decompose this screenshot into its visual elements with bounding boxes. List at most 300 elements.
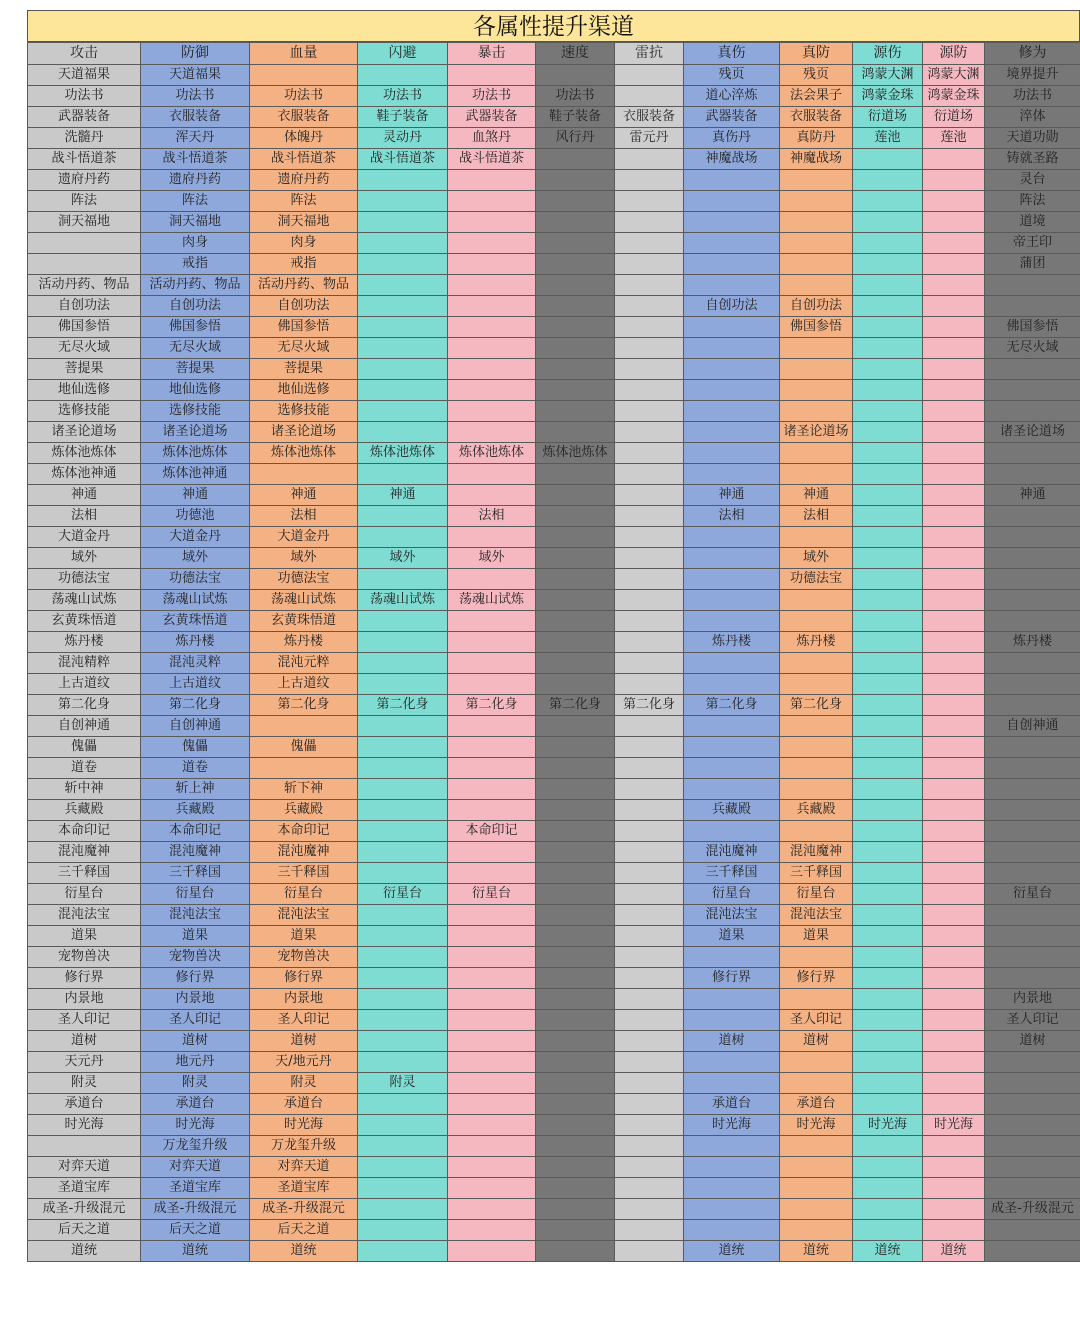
table-cell [536,275,615,296]
table-cell [985,821,1080,842]
table-cell [448,569,536,590]
table-cell [536,149,615,170]
table-cell [853,170,923,191]
table-row [28,611,1080,632]
table-cell [615,1199,684,1220]
table-cell: 血煞丹 [448,128,536,149]
table-cell [250,758,358,779]
table-cell [684,947,780,968]
table-cell: 兵藏殿 [250,800,358,821]
table-cell: 法相 [28,506,141,527]
table-cell [536,947,615,968]
table-cell: 斩中神 [28,779,141,800]
attribute-sheet [27,10,1080,1320]
table-cell [853,1157,923,1178]
table-cell: 武器装备 [684,107,780,128]
table-cell: 道统 [250,1241,358,1262]
table-cell [448,1136,536,1157]
table-cell: 神通 [684,485,780,506]
table-cell: 战斗悟道茶 [250,149,358,170]
table-cell [985,527,1080,548]
table-cell [536,884,615,905]
table-cell [780,338,853,359]
table-cell: 自创功法 [780,296,853,317]
table-row [28,548,1080,569]
table-cell [615,1115,684,1136]
table-cell: 洞天福地 [141,212,250,233]
table-cell [615,86,684,107]
table-cell: 体魄丹 [250,128,358,149]
table-cell [853,695,923,716]
table-cell [536,569,615,590]
table-cell [358,779,448,800]
table-cell [985,1220,1080,1241]
table-cell: 莲池 [923,128,985,149]
table-cell: 附灵 [28,1073,141,1094]
table-cell: 圣道宝库 [141,1178,250,1199]
table-cell [780,779,853,800]
table-cell [853,1220,923,1241]
table-cell [448,863,536,884]
table-row [28,1178,1080,1199]
column-header: 真伤 [684,43,780,65]
table-cell [853,254,923,275]
table-row [28,1241,1080,1262]
table-row [28,296,1080,317]
table-cell: 活动丹药、物品 [141,275,250,296]
table-cell: 混沌魔神 [780,842,853,863]
table-cell [615,611,684,632]
table-cell [780,716,853,737]
table-cell: 鸿蒙金珠 [923,86,985,107]
table-row [28,254,1080,275]
table-cell: 道统 [853,1241,923,1262]
table-cell [853,926,923,947]
table-cell [684,1136,780,1157]
table-cell [780,527,853,548]
table-row [28,1220,1080,1241]
table-cell [448,1178,536,1199]
table-cell [923,947,985,968]
table-cell: 蒲团 [985,254,1080,275]
table-cell: 遗府丹药 [141,170,250,191]
table-cell: 阵法 [985,191,1080,212]
table-cell [615,569,684,590]
table-row [28,947,1080,968]
table-cell [923,968,985,989]
table-cell [615,653,684,674]
table-cell [615,800,684,821]
table-cell: 功法书 [448,86,536,107]
table-cell [358,464,448,485]
table-cell: 三千释国 [780,863,853,884]
table-cell [615,443,684,464]
column-header: 源防 [923,43,985,65]
table-cell: 荡魂山试炼 [28,590,141,611]
table-cell [853,863,923,884]
table-cell: 佛国参悟 [250,317,358,338]
table-cell: 三千释国 [250,863,358,884]
table-cell [536,800,615,821]
table-cell: 诸圣论道场 [250,422,358,443]
table-row [28,149,1080,170]
table-cell [358,338,448,359]
table-cell [923,422,985,443]
table-cell [358,653,448,674]
table-cell: 洗髓丹 [28,128,141,149]
table-row [28,779,1080,800]
table-cell [358,65,448,86]
table-cell: 炼丹楼 [985,632,1080,653]
table-cell [923,863,985,884]
table-cell [923,338,985,359]
table-cell [923,1052,985,1073]
table-cell: 大道金丹 [141,527,250,548]
table-cell [780,653,853,674]
table-cell [985,968,1080,989]
table-cell [615,212,684,233]
table-cell [780,947,853,968]
table-cell: 风行丹 [536,128,615,149]
table-cell: 道果 [250,926,358,947]
table-cell [448,65,536,86]
table-cell: 道统 [684,1241,780,1262]
table-cell [684,338,780,359]
table-cell [853,1031,923,1052]
table-cell [448,800,536,821]
table-cell [985,1136,1080,1157]
table-cell [780,359,853,380]
table-cell [615,758,684,779]
table-cell: 天道功勋 [985,128,1080,149]
table-cell: 鞋子装备 [358,107,448,128]
table-row [28,527,1080,548]
table-cell [923,359,985,380]
table-cell [615,1241,684,1262]
table-cell [780,989,853,1010]
table-cell [780,191,853,212]
table-cell [28,254,141,275]
table-cell [448,422,536,443]
table-cell [358,947,448,968]
table-cell: 三千释国 [684,863,780,884]
table-cell: 成圣-升级混元 [141,1199,250,1220]
table-cell: 后天之道 [141,1220,250,1241]
table-cell: 法相 [448,506,536,527]
column-header: 真防 [780,43,853,65]
table-cell [780,170,853,191]
table-cell [985,737,1080,758]
table-cell: 战斗悟道茶 [448,149,536,170]
table-cell [28,1136,141,1157]
table-cell [448,1010,536,1031]
table-cell: 三千释国 [28,863,141,884]
table-cell [615,1073,684,1094]
table-cell [615,149,684,170]
table-cell [448,779,536,800]
table-cell: 衍道场 [853,107,923,128]
column-header: 防御 [141,43,250,65]
table-cell: 道树 [780,1031,853,1052]
table-cell: 法会果子 [780,86,853,107]
table-cell: 本命印记 [448,821,536,842]
table-cell: 道果 [141,926,250,947]
table-cell: 莲池 [853,128,923,149]
table-cell: 法相 [780,506,853,527]
table-cell: 诸圣论道场 [141,422,250,443]
table-row [28,485,1080,506]
table-cell [923,1136,985,1157]
table-cell: 道统 [141,1241,250,1262]
table-cell [853,149,923,170]
table-cell: 时光海 [141,1115,250,1136]
table-cell: 第二化身 [684,695,780,716]
table-cell [780,275,853,296]
table-cell: 戒指 [141,254,250,275]
table-cell: 地元丹 [141,1052,250,1073]
table-cell: 附灵 [250,1073,358,1094]
table-cell [536,632,615,653]
table-cell: 时光海 [923,1115,985,1136]
table-cell [985,1178,1080,1199]
table-cell: 佛国参悟 [780,317,853,338]
table-cell: 混沌魔神 [141,842,250,863]
table-cell: 时光海 [684,1115,780,1136]
table-cell [684,233,780,254]
table-row [28,65,1080,86]
table-cell [615,947,684,968]
table-cell [615,863,684,884]
table-row [28,233,1080,254]
table-cell [536,1178,615,1199]
table-cell [684,422,780,443]
table-cell: 菩提果 [250,359,358,380]
table-cell [780,401,853,422]
table-cell: 菩提果 [141,359,250,380]
table-cell [536,1220,615,1241]
table-cell: 功德法宝 [141,569,250,590]
table-cell [536,485,615,506]
table-cell [536,65,615,86]
table-cell [358,317,448,338]
table-cell [853,380,923,401]
table-row [28,863,1080,884]
table-cell [684,464,780,485]
table-cell: 混沌法宝 [141,905,250,926]
table-cell [780,1073,853,1094]
table-row [28,338,1080,359]
table-cell: 第二化身 [28,695,141,716]
table-cell [923,506,985,527]
table-cell [985,863,1080,884]
table-cell [615,1178,684,1199]
table-cell [358,821,448,842]
table-cell [853,1199,923,1220]
table-cell: 混沌魔神 [684,842,780,863]
table-cell: 天道福果 [28,65,141,86]
header-row [28,43,1080,65]
table-cell [853,716,923,737]
table-cell: 第二化身 [141,695,250,716]
table-cell: 法相 [684,506,780,527]
table-cell [853,800,923,821]
table-cell [615,401,684,422]
table-cell [448,1157,536,1178]
table-cell [985,800,1080,821]
table-cell [780,1136,853,1157]
table-cell [853,968,923,989]
table-cell: 混沌法宝 [684,905,780,926]
table-cell: 道树 [141,1031,250,1052]
table-row [28,128,1080,149]
table-cell: 活动丹药、物品 [28,275,141,296]
table-cell: 炼体池炼体 [141,443,250,464]
table-cell [684,275,780,296]
table-cell: 无尽火域 [250,338,358,359]
table-cell [923,170,985,191]
table-cell [985,1052,1080,1073]
table-cell [853,485,923,506]
table-cell [684,317,780,338]
table-row [28,695,1080,716]
table-cell [615,1031,684,1052]
table-cell [615,548,684,569]
table-cell [358,863,448,884]
table-cell [853,569,923,590]
table-cell [536,863,615,884]
table-cell: 傀儡 [28,737,141,758]
table-cell [853,632,923,653]
table-cell [923,632,985,653]
table-cell [684,443,780,464]
table-cell [615,506,684,527]
table-cell [853,548,923,569]
table-cell [615,233,684,254]
table-cell [448,1115,536,1136]
table-cell: 功法书 [28,86,141,107]
table-cell [448,1094,536,1115]
table-row [28,464,1080,485]
table-cell [684,1178,780,1199]
table-cell: 域外 [780,548,853,569]
table-cell [358,1115,448,1136]
table-cell: 真防丹 [780,128,853,149]
column-header: 速度 [536,43,615,65]
table-cell: 炼丹楼 [28,632,141,653]
table-cell: 神通 [780,485,853,506]
table-row [28,107,1080,128]
table-cell [684,569,780,590]
table-row [28,884,1080,905]
table-cell [358,254,448,275]
table-cell [780,233,853,254]
table-cell: 无尽火域 [141,338,250,359]
table-cell [536,674,615,695]
table-cell: 炼丹楼 [684,632,780,653]
table-cell: 时光海 [780,1115,853,1136]
table-cell: 混沌魔神 [28,842,141,863]
table-cell [684,716,780,737]
table-cell: 功德法宝 [250,569,358,590]
table-cell [853,1178,923,1199]
table-cell [448,842,536,863]
table-cell [684,401,780,422]
table-cell [923,842,985,863]
table-cell [923,779,985,800]
table-cell [250,65,358,86]
table-cell [358,1052,448,1073]
table-cell [448,317,536,338]
table-cell: 域外 [141,548,250,569]
table-cell: 肉身 [141,233,250,254]
table-row [28,1157,1080,1178]
table-cell [536,380,615,401]
table-cell [358,233,448,254]
table-cell [448,170,536,191]
table-cell: 内景地 [985,989,1080,1010]
table-cell [853,1094,923,1115]
table-cell [536,1010,615,1031]
table-cell: 自创功法 [684,296,780,317]
table-cell: 道统 [780,1241,853,1262]
table-cell [536,506,615,527]
table-cell [536,1094,615,1115]
table-cell: 道果 [780,926,853,947]
table-row [28,1094,1080,1115]
table-cell: 荡魂山试炼 [358,590,448,611]
table-cell: 圣人印记 [141,1010,250,1031]
table-cell [684,527,780,548]
table-cell [923,590,985,611]
table-cell: 修行界 [28,968,141,989]
table-cell: 残页 [780,65,853,86]
table-cell [853,611,923,632]
table-cell: 第二化身 [536,695,615,716]
table-cell: 圣人印记 [985,1010,1080,1031]
table-cell: 玄黄珠悟道 [141,611,250,632]
table-cell: 道树 [684,1031,780,1052]
table-cell: 混沌元粹 [250,653,358,674]
column-header: 攻击 [28,43,141,65]
table-cell: 道树 [250,1031,358,1052]
table-header [28,43,1080,65]
table-cell: 圣道宝库 [28,1178,141,1199]
table-cell: 时光海 [853,1115,923,1136]
table-cell: 衍星台 [141,884,250,905]
table-cell: 洞天福地 [28,212,141,233]
table-cell [853,758,923,779]
table-cell [923,380,985,401]
table-cell: 成圣-升级混元 [985,1199,1080,1220]
table-row [28,275,1080,296]
table-cell [448,359,536,380]
table-cell [684,1220,780,1241]
table-cell [853,821,923,842]
table-cell [985,611,1080,632]
table-cell [985,275,1080,296]
table-cell [358,1178,448,1199]
table-cell: 衍星台 [684,884,780,905]
table-cell [615,296,684,317]
table-cell: 功德池 [141,506,250,527]
table-cell [923,191,985,212]
table-cell [853,233,923,254]
table-cell [923,758,985,779]
table-cell [448,1241,536,1262]
table-cell [780,737,853,758]
table-cell [536,926,615,947]
table-cell [615,380,684,401]
